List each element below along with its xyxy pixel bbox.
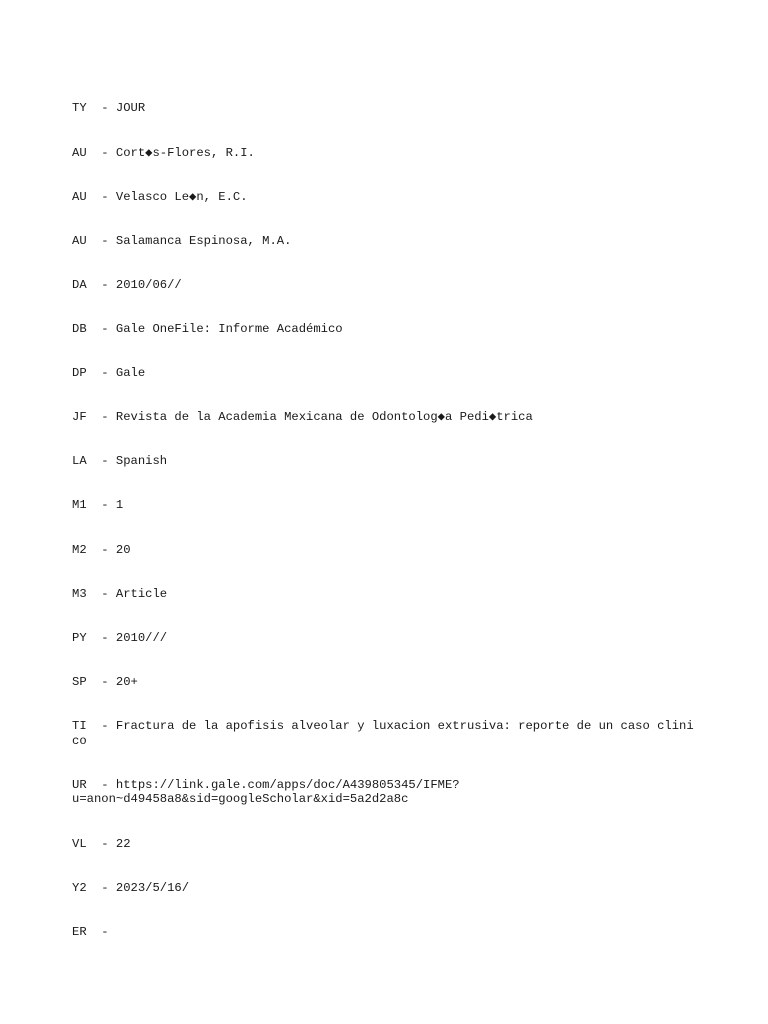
- ris-author-line: AU - Velasco Le◆n, E.C.: [72, 189, 248, 204]
- ris-misc1-line: M1 - 1: [72, 498, 124, 513]
- ris-provider-line: DP - Gale: [72, 366, 146, 381]
- ris-author-line: AU - Salamanca Espinosa, M.A.: [72, 233, 292, 248]
- ris-database-line: DB - Gale OneFile: Informe Académico: [72, 321, 343, 336]
- ris-accessdate-line: Y2 - 2023/5/16/: [72, 880, 190, 895]
- ris-language-line: LA - Spanish: [72, 454, 168, 469]
- ris-citation-record: [72, 72, 696, 954]
- ris-end-line: ER -: [72, 924, 116, 939]
- ris-url-line[interactable]: UR - https://link.gale.com/apps/doc/A439805345/IFME? u=anon~d49458a8&sid=googleScholar&xid=5a2d2a8c: [72, 777, 460, 807]
- ris-type-line: TY - JOUR: [72, 101, 146, 116]
- ris-misc3-line: M3 - Article: [72, 586, 168, 601]
- ris-pubyear-line: PY - 2010///: [72, 630, 168, 645]
- ris-author-line: AU - Cort◆s-Flores, R.I.: [72, 145, 255, 160]
- ris-title-line: TI - Fractura de la apofisis alveolar y luxacion extrusiva: reporte de un caso clinico: [72, 718, 694, 748]
- ris-journal-line: JF - Revista de la Academia Mexicana de Odontolog◆a Pedi◆trica: [72, 410, 533, 425]
- ris-misc2-line: M2 - 20: [72, 542, 131, 557]
- ris-date-line: DA - 2010/06//: [72, 277, 182, 292]
- ris-startpage-line: SP - 20+: [72, 674, 138, 689]
- ris-volume-line: VL - 22: [72, 836, 131, 851]
